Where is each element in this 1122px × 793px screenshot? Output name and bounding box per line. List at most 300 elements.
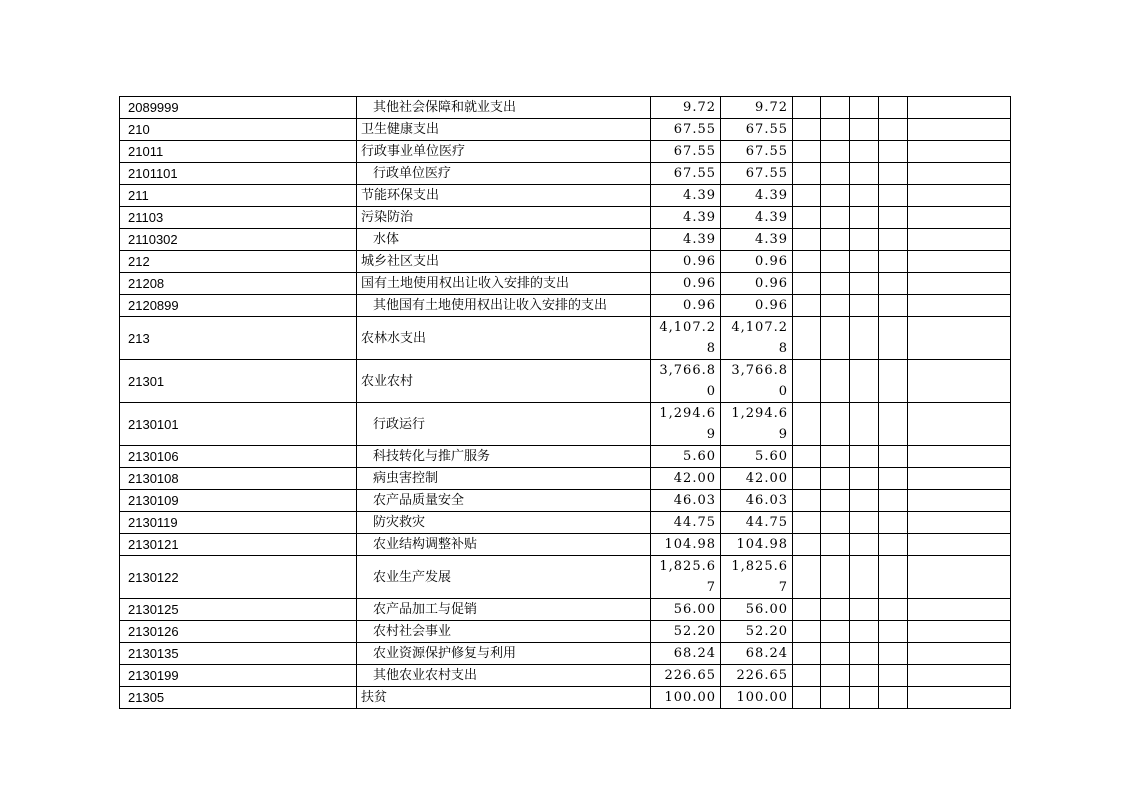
empty-cell — [850, 512, 879, 534]
empty-cell — [793, 556, 821, 599]
amount-value — [721, 403, 788, 445]
empty-cell — [879, 556, 908, 599]
amount-value: 0.96 — [755, 254, 788, 269]
total-amount-cell — [651, 97, 721, 119]
empty-cell — [908, 512, 1011, 534]
amount-value: 4.39 — [755, 232, 788, 247]
subject-name-cell: 其他社会保障和就业支出 — [357, 97, 651, 119]
empty-cell — [850, 621, 879, 643]
subject-code-cell: 2130108 — [120, 468, 357, 490]
empty-cell — [793, 687, 821, 709]
empty-cell — [821, 295, 850, 317]
total-amount-cell — [651, 317, 721, 360]
table-row — [120, 687, 1011, 709]
amount-value: 104.98 — [664, 537, 716, 552]
amount-value: 226.65 — [664, 668, 716, 683]
empty-cell — [821, 534, 850, 556]
empty-cell — [908, 97, 1011, 119]
basic-expenditure-cell — [721, 643, 793, 665]
basic-expenditure-cell — [721, 273, 793, 295]
empty-cell — [879, 621, 908, 643]
empty-cell — [850, 185, 879, 207]
empty-cell — [879, 207, 908, 229]
empty-cell — [821, 251, 850, 273]
empty-cell — [850, 468, 879, 490]
empty-cell — [879, 446, 908, 468]
basic-expenditure-cell — [721, 512, 793, 534]
empty-cell — [821, 446, 850, 468]
total-amount-cell — [651, 360, 721, 403]
subject-name-cell: 科技转化与推广服务 — [357, 446, 651, 468]
empty-cell — [793, 317, 821, 360]
table-row — [120, 490, 1011, 512]
empty-cell — [850, 273, 879, 295]
subject-code-cell: 2130126 — [120, 621, 357, 643]
empty-cell — [850, 141, 879, 163]
table-row — [120, 643, 1011, 665]
empty-cell — [908, 403, 1011, 446]
amount-value: 4.39 — [683, 188, 716, 203]
amount-line-2: 0 — [706, 384, 716, 399]
subject-name-cell: 农产品加工与促销 — [357, 599, 651, 621]
subject-code-cell: 213 — [120, 317, 357, 360]
empty-cell — [908, 273, 1011, 295]
basic-expenditure-cell — [721, 687, 793, 709]
basic-expenditure-cell — [721, 490, 793, 512]
empty-cell — [850, 534, 879, 556]
subject-code-cell: 2120899 — [120, 295, 357, 317]
empty-cell — [908, 556, 1011, 599]
total-amount-cell — [651, 119, 721, 141]
empty-cell — [850, 687, 879, 709]
amount-line-2: 7 — [778, 580, 788, 595]
empty-cell — [793, 643, 821, 665]
amount-value: 0.96 — [683, 276, 716, 291]
subject-code-cell: 2130119 — [120, 512, 357, 534]
empty-cell — [879, 295, 908, 317]
table-row — [120, 163, 1011, 185]
table-row — [120, 621, 1011, 643]
table-row — [120, 512, 1011, 534]
empty-cell — [879, 468, 908, 490]
amount-value: 9.72 — [755, 100, 788, 115]
empty-cell — [821, 317, 850, 360]
table-row — [120, 97, 1011, 119]
amount-line-2: 7 — [706, 580, 716, 595]
amount-line-1: 1,294.6 — [731, 406, 788, 421]
budget-table-sheet — [119, 96, 1010, 709]
table-row — [120, 119, 1011, 141]
table-row — [120, 207, 1011, 229]
subject-name-cell: 农业结构调整补贴 — [357, 534, 651, 556]
empty-cell — [850, 163, 879, 185]
total-amount-cell — [651, 163, 721, 185]
empty-cell — [793, 229, 821, 251]
subject-code-cell: 2110302 — [120, 229, 357, 251]
amount-value: 68.24 — [745, 646, 788, 661]
total-amount-cell — [651, 621, 721, 643]
subject-name-cell: 城乡社区支出 — [357, 251, 651, 273]
total-amount-cell — [651, 512, 721, 534]
total-amount-cell — [651, 490, 721, 512]
table-row — [120, 141, 1011, 163]
amount-value: 52.20 — [745, 624, 788, 639]
basic-expenditure-cell — [721, 556, 793, 599]
subject-code-cell: 21208 — [120, 273, 357, 295]
empty-cell — [850, 360, 879, 403]
basic-expenditure-cell — [721, 251, 793, 273]
amount-value: 68.24 — [673, 646, 716, 661]
total-amount-cell — [651, 403, 721, 446]
basic-expenditure-cell — [721, 295, 793, 317]
empty-cell — [793, 599, 821, 621]
amount-value: 100.00 — [736, 690, 788, 705]
amount-value: 0.96 — [755, 276, 788, 291]
amount-value — [721, 317, 788, 359]
amount-line-1: 1,825.6 — [659, 559, 716, 574]
table-row — [120, 229, 1011, 251]
basic-expenditure-cell — [721, 468, 793, 490]
amount-value: 5.60 — [683, 449, 716, 464]
empty-cell — [908, 643, 1011, 665]
empty-cell — [793, 512, 821, 534]
total-amount-cell — [651, 251, 721, 273]
empty-cell — [850, 97, 879, 119]
empty-cell — [879, 360, 908, 403]
subject-code-cell: 21103 — [120, 207, 357, 229]
empty-cell — [793, 295, 821, 317]
amount-value: 4.39 — [683, 232, 716, 247]
empty-cell — [821, 360, 850, 403]
amount-value: 42.00 — [745, 471, 788, 486]
table-body — [120, 97, 1011, 709]
amount-value: 46.03 — [745, 493, 788, 508]
basic-expenditure-cell — [721, 360, 793, 403]
empty-cell — [821, 185, 850, 207]
total-amount-cell — [651, 295, 721, 317]
basic-expenditure-cell — [721, 97, 793, 119]
empty-cell — [908, 446, 1011, 468]
total-amount-cell — [651, 556, 721, 599]
amount-line-2: 0 — [778, 384, 788, 399]
empty-cell — [850, 490, 879, 512]
total-amount-cell — [651, 141, 721, 163]
basic-expenditure-cell — [721, 665, 793, 687]
amount-value: 56.00 — [745, 602, 788, 617]
total-amount-cell — [651, 643, 721, 665]
empty-cell — [879, 403, 908, 446]
subject-code-cell: 2130135 — [120, 643, 357, 665]
empty-cell — [821, 468, 850, 490]
subject-code-cell: 2101101 — [120, 163, 357, 185]
empty-cell — [879, 665, 908, 687]
empty-cell — [908, 295, 1011, 317]
empty-cell — [821, 687, 850, 709]
empty-cell — [793, 490, 821, 512]
empty-cell — [908, 534, 1011, 556]
empty-cell — [821, 163, 850, 185]
total-amount-cell — [651, 468, 721, 490]
amount-line-1: 4,107.2 — [731, 320, 788, 335]
table-row — [120, 446, 1011, 468]
table-row — [120, 534, 1011, 556]
empty-cell — [850, 295, 879, 317]
empty-cell — [850, 665, 879, 687]
empty-cell — [821, 207, 850, 229]
amount-line-2: 9 — [778, 427, 788, 442]
empty-cell — [821, 229, 850, 251]
empty-cell — [850, 229, 879, 251]
basic-expenditure-cell — [721, 185, 793, 207]
amount-line-1: 1,294.6 — [659, 406, 716, 421]
subject-name-cell: 扶贫 — [357, 687, 651, 709]
amount-value — [651, 556, 716, 598]
table-row — [120, 599, 1011, 621]
table-row — [120, 468, 1011, 490]
amount-value: 67.55 — [673, 144, 716, 159]
empty-cell — [821, 599, 850, 621]
subject-name-cell: 行政运行 — [357, 403, 651, 446]
table-row — [120, 556, 1011, 599]
amount-value: 44.75 — [673, 515, 716, 530]
empty-cell — [879, 643, 908, 665]
amount-value: 52.20 — [673, 624, 716, 639]
total-amount-cell — [651, 687, 721, 709]
amount-value — [651, 317, 716, 359]
empty-cell — [908, 185, 1011, 207]
empty-cell — [821, 512, 850, 534]
empty-cell — [908, 207, 1011, 229]
subject-name-cell: 行政事业单位医疗 — [357, 141, 651, 163]
basic-expenditure-cell — [721, 141, 793, 163]
subject-name-cell: 农业农村 — [357, 360, 651, 403]
amount-value: 67.55 — [745, 144, 788, 159]
amount-value: 67.55 — [673, 166, 716, 181]
empty-cell — [908, 360, 1011, 403]
empty-cell — [793, 621, 821, 643]
total-amount-cell — [651, 229, 721, 251]
empty-cell — [821, 643, 850, 665]
basic-expenditure-cell — [721, 403, 793, 446]
amount-value: 0.96 — [683, 298, 716, 313]
empty-cell — [821, 141, 850, 163]
empty-cell — [879, 229, 908, 251]
empty-cell — [850, 317, 879, 360]
amount-line-1: 3,766.8 — [731, 363, 788, 378]
amount-value: 4.39 — [683, 210, 716, 225]
subject-name-cell: 其他国有土地使用权出让收入安排的支出 — [357, 295, 651, 317]
amount-value: 104.98 — [736, 537, 788, 552]
amount-line-2: 9 — [706, 427, 716, 442]
expenditure-table — [119, 96, 1011, 709]
empty-cell — [793, 446, 821, 468]
total-amount-cell — [651, 207, 721, 229]
subject-name-cell: 行政单位医疗 — [357, 163, 651, 185]
table-row — [120, 273, 1011, 295]
amount-value: 5.60 — [755, 449, 788, 464]
amount-line-1: 4,107.2 — [659, 320, 716, 335]
subject-name-cell: 水体 — [357, 229, 651, 251]
amount-value: 4.39 — [755, 210, 788, 225]
amount-value: 67.55 — [745, 166, 788, 181]
subject-code-cell: 21011 — [120, 141, 357, 163]
empty-cell — [879, 512, 908, 534]
empty-cell — [879, 119, 908, 141]
subject-name-cell: 农产品质量安全 — [357, 490, 651, 512]
amount-value — [721, 360, 788, 402]
empty-cell — [793, 534, 821, 556]
empty-cell — [879, 599, 908, 621]
total-amount-cell — [651, 185, 721, 207]
empty-cell — [908, 251, 1011, 273]
subject-name-cell: 污染防治 — [357, 207, 651, 229]
subject-code-cell: 210 — [120, 119, 357, 141]
empty-cell — [908, 141, 1011, 163]
table-row — [120, 317, 1011, 360]
empty-cell — [821, 119, 850, 141]
amount-line-2: 8 — [706, 341, 716, 356]
empty-cell — [879, 185, 908, 207]
empty-cell — [879, 251, 908, 273]
empty-cell — [879, 163, 908, 185]
subject-code-cell: 2130109 — [120, 490, 357, 512]
amount-value: 67.55 — [745, 122, 788, 137]
empty-cell — [879, 141, 908, 163]
empty-cell — [850, 207, 879, 229]
empty-cell — [908, 687, 1011, 709]
amount-line-2: 8 — [778, 341, 788, 356]
amount-value — [651, 403, 716, 445]
amount-line-1: 3,766.8 — [659, 363, 716, 378]
empty-cell — [908, 163, 1011, 185]
basic-expenditure-cell — [721, 229, 793, 251]
empty-cell — [850, 119, 879, 141]
empty-cell — [793, 360, 821, 403]
amount-value: 46.03 — [673, 493, 716, 508]
basic-expenditure-cell — [721, 599, 793, 621]
empty-cell — [821, 621, 850, 643]
empty-cell — [793, 273, 821, 295]
amount-value: 42.00 — [673, 471, 716, 486]
basic-expenditure-cell — [721, 446, 793, 468]
empty-cell — [793, 665, 821, 687]
subject-name-cell: 农村社会事业 — [357, 621, 651, 643]
empty-cell — [821, 273, 850, 295]
empty-cell — [879, 490, 908, 512]
empty-cell — [850, 446, 879, 468]
subject-name-cell: 卫生健康支出 — [357, 119, 651, 141]
subject-name-cell: 其他农业农村支出 — [357, 665, 651, 687]
table-row — [120, 251, 1011, 273]
total-amount-cell — [651, 599, 721, 621]
empty-cell — [879, 273, 908, 295]
empty-cell — [850, 599, 879, 621]
subject-code-cell: 2130121 — [120, 534, 357, 556]
empty-cell — [908, 665, 1011, 687]
subject-code-cell: 2089999 — [120, 97, 357, 119]
basic-expenditure-cell — [721, 207, 793, 229]
subject-code-cell: 2130199 — [120, 665, 357, 687]
subject-code-cell: 2130122 — [120, 556, 357, 599]
empty-cell — [850, 403, 879, 446]
empty-cell — [879, 317, 908, 360]
empty-cell — [793, 141, 821, 163]
amount-value: 56.00 — [673, 602, 716, 617]
table-row — [120, 185, 1011, 207]
subject-name-cell: 国有土地使用权出让收入安排的支出 — [357, 273, 651, 295]
basic-expenditure-cell — [721, 534, 793, 556]
subject-name-cell: 病虫害控制 — [357, 468, 651, 490]
total-amount-cell — [651, 534, 721, 556]
empty-cell — [793, 251, 821, 273]
empty-cell — [850, 556, 879, 599]
empty-cell — [908, 119, 1011, 141]
empty-cell — [908, 599, 1011, 621]
empty-cell — [879, 687, 908, 709]
amount-value: 4.39 — [755, 188, 788, 203]
empty-cell — [850, 643, 879, 665]
empty-cell — [879, 534, 908, 556]
total-amount-cell — [651, 446, 721, 468]
amount-value: 67.55 — [673, 122, 716, 137]
subject-name-cell: 节能环保支出 — [357, 185, 651, 207]
empty-cell — [793, 119, 821, 141]
table-row — [120, 665, 1011, 687]
empty-cell — [908, 468, 1011, 490]
empty-cell — [821, 665, 850, 687]
subject-name-cell: 防灾救灾 — [357, 512, 651, 534]
amount-value: 226.65 — [736, 668, 788, 683]
empty-cell — [908, 317, 1011, 360]
empty-cell — [850, 251, 879, 273]
empty-cell — [908, 229, 1011, 251]
basic-expenditure-cell — [721, 621, 793, 643]
empty-cell — [793, 163, 821, 185]
empty-cell — [793, 97, 821, 119]
subject-code-cell: 211 — [120, 185, 357, 207]
empty-cell — [908, 490, 1011, 512]
subject-code-cell: 21301 — [120, 360, 357, 403]
amount-value — [651, 360, 716, 402]
subject-code-cell: 212 — [120, 251, 357, 273]
amount-value — [721, 556, 788, 598]
amount-value: 44.75 — [745, 515, 788, 530]
subject-code-cell: 2130106 — [120, 446, 357, 468]
subject-code-cell: 21305 — [120, 687, 357, 709]
table-row — [120, 295, 1011, 317]
table-row — [120, 403, 1011, 446]
basic-expenditure-cell — [721, 317, 793, 360]
empty-cell — [793, 207, 821, 229]
total-amount-cell — [651, 665, 721, 687]
subject-name-cell: 农业资源保护修复与利用 — [357, 643, 651, 665]
subject-name-cell: 农业生产发展 — [357, 556, 651, 599]
empty-cell — [908, 621, 1011, 643]
empty-cell — [793, 468, 821, 490]
amount-value: 100.00 — [664, 690, 716, 705]
amount-value: 0.96 — [755, 298, 788, 313]
empty-cell — [821, 556, 850, 599]
basic-expenditure-cell — [721, 119, 793, 141]
empty-cell — [793, 185, 821, 207]
amount-line-1: 1,825.6 — [731, 559, 788, 574]
basic-expenditure-cell — [721, 163, 793, 185]
amount-value: 0.96 — [683, 254, 716, 269]
empty-cell — [879, 97, 908, 119]
subject-name-cell: 农林水支出 — [357, 317, 651, 360]
empty-cell — [821, 490, 850, 512]
subject-code-cell: 2130101 — [120, 403, 357, 446]
